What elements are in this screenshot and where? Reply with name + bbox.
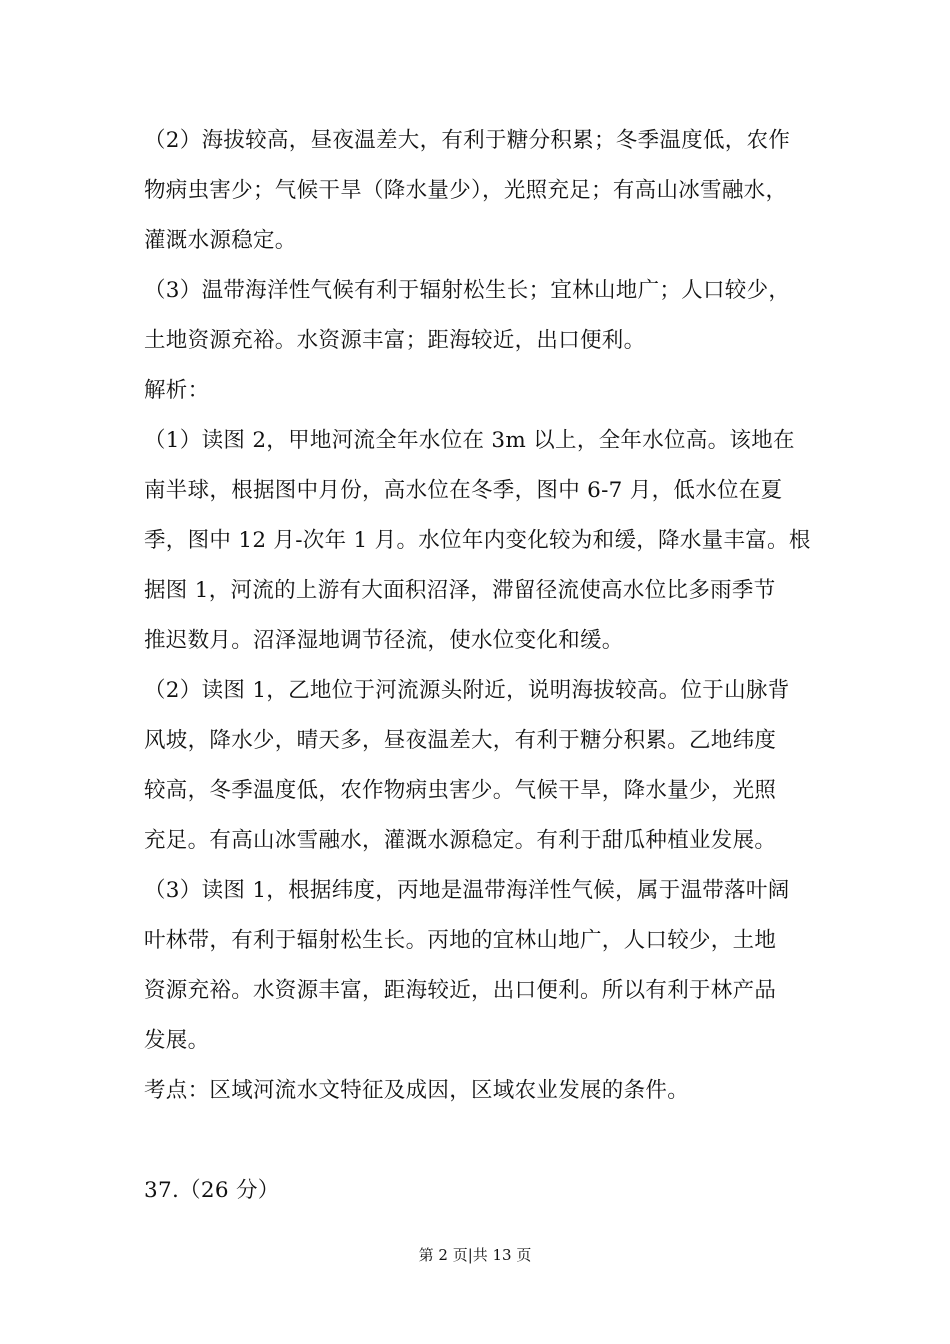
analysis-1-line-2: 南半球，根据图中月份，高水位在冬季，图中 6-7 月，低水位在夏 — [144, 478, 783, 503]
question-heading: 37.（26 分） — [144, 1178, 280, 1203]
analysis-1-line-3: 季，图中 12 月-次年 1 月。水位年内变化较为和缓，降水量丰富。根 — [144, 528, 811, 553]
analysis-1-line-4: 据图 1，河流的上游有大面积沼泽，滞留径流使高水位比多雨季节 — [144, 578, 776, 603]
analysis-2-line-3: 较高，冬季温度低，农作物病虫害少。气候干旱，降水量少，光照 — [144, 778, 777, 803]
answer-3-line-2: 土地资源充裕。水资源丰富；距海较近，出口便利。 — [144, 328, 646, 353]
answer-2-line-2: 物病虫害少；气候干旱（降水量少），光照充足；有高山冰雪融水， — [144, 178, 788, 203]
analysis-2-line-2: 风坡，降水少，晴天多，昼夜温差大，有利于糖分积累。乙地纬度 — [144, 728, 777, 753]
analysis-1-line-1: （1）读图 2，甲地河流全年水位在 3m 以上，全年水位高。该地在 — [144, 428, 795, 453]
analysis-3-line-2: 叶林带，有利于辐射松生长。丙地的宜林山地广，人口较少，土地 — [144, 928, 777, 953]
spacer — [144, 1124, 824, 1174]
analysis-3-line-4: 发展。 — [144, 1028, 210, 1053]
analysis-1-line-5: 推迟数月。沼泽湿地调节径流，使水位变化和缓。 — [144, 628, 624, 653]
analysis-3-line-1: （3）读图 1，根据纬度，丙地是温带海洋性气候，属于温带落叶阔 — [144, 878, 790, 903]
analysis-3-line-3: 资源充裕。水资源丰富，距海较近，出口便利。所以有利于林产品 — [144, 978, 777, 1003]
answer-2-line-1: （2）海拔较高，昼夜温差大，有利于糖分积累；冬季温度低，农作 — [144, 128, 791, 153]
page-footer: 第 2 页|共 13 页 — [418, 1246, 532, 1264]
document-body — [144, 124, 824, 1224]
answer-2-line-3: 灌溉水源稳定。 — [144, 228, 297, 253]
analysis-heading: 解析： — [144, 378, 210, 403]
key-points: 考点：区域河流水文特征及成因，区域农业发展的条件。 — [144, 1078, 690, 1103]
answer-3-line-1: （3）温带海洋性气候有利于辐射松生长；宜林山地广；人口较少， — [144, 278, 791, 303]
analysis-2-line-1: （2）读图 1，乙地位于河流源头附近，说明海拔较高。位于山脉背 — [144, 678, 790, 703]
analysis-2-line-4: 充足。有高山冰雪融水，灌溉水源稳定。有利于甜瓜种植业发展。 — [144, 828, 777, 853]
